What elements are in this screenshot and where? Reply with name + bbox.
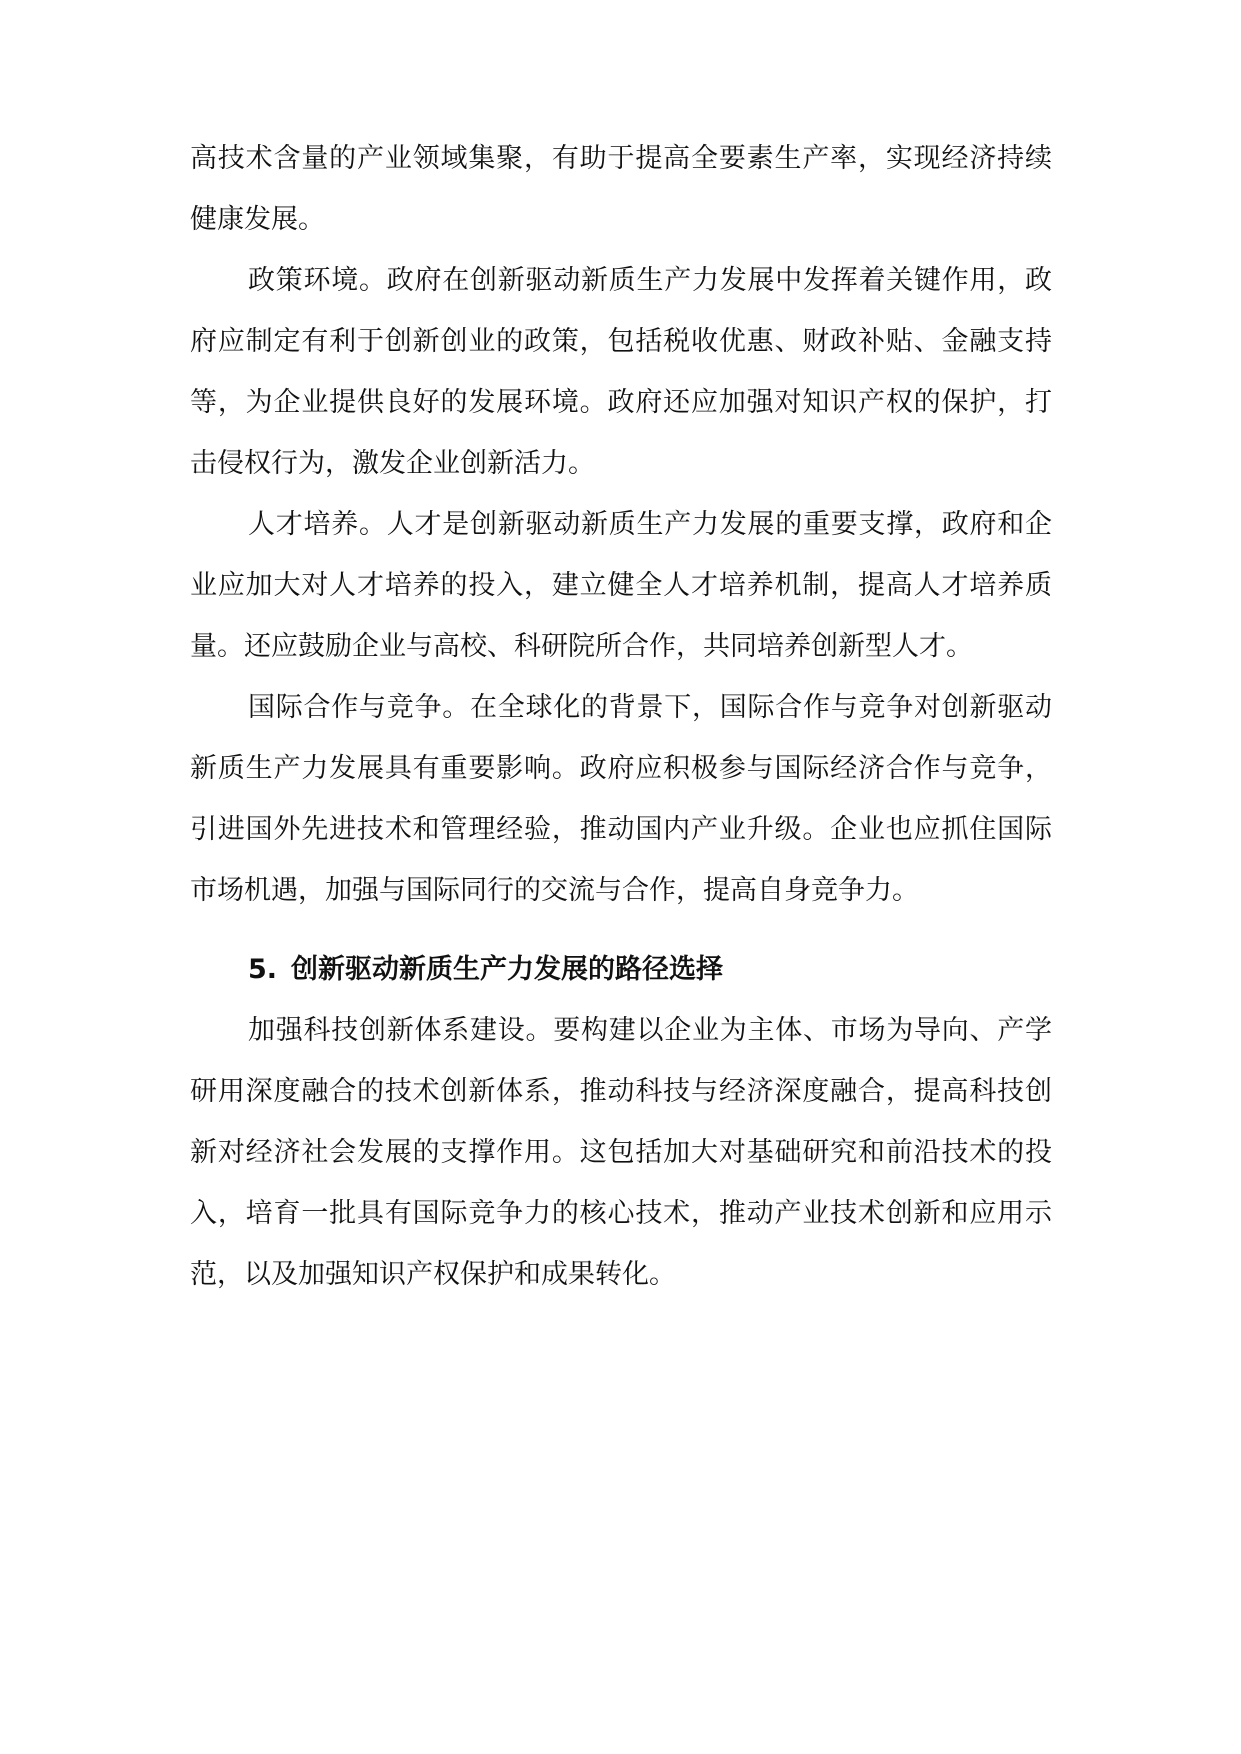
document-page	[190, 128, 1052, 1305]
paragraph-talent-cultivation: 人才培养。人才是创新驱动新质生产力发展的重要支撑，政府和企业应加大对人才培养的投入，建立健全人才培养机制，提高人才培养质量。还应鼓励企业与高校、科研院所合作，共同培养创新型人才。	[190, 509, 1052, 662]
section-title: 创新驱动新质生产力发展的路径选择	[291, 954, 724, 985]
section-spacer	[190, 921, 1052, 939]
paragraph-international-cooperation: 国际合作与竞争。在全球化的背景下，国际合作与竞争对创新驱动新质生产力发展具有重要影响。政府应积极参与国际经济合作与竞争，引进国外先进技术和管理经验，推动国内产业升级。企业也应抓住国际市场机遇，加强与国际同行的交流与合作，提高自身竞争力。	[190, 692, 1052, 906]
paragraph-innovation-system: 加强科技创新体系建设。要构建以企业为主体、市场为导向、产学研用深度融合的技术创新体系，推动科技与经济深度融合，提高科技创新对经济社会发展的支撑作用。这包括加大对基础研究和前沿技术的投入，培育一批具有国际竞争力的核心技术，推动产业技术创新和应用示范，以及加强知识产权保护和成果转化。	[190, 1015, 1052, 1290]
paragraph-continued: 高技术含量的产业领域集聚，有助于提高全要素生产率，实现经济持续健康发展。	[190, 143, 1052, 235]
section-heading	[190, 939, 1052, 1000]
section-number: 5.	[248, 954, 278, 985]
paragraph-policy-environment: 政策环境。政府在创新驱动新质生产力发展中发挥着关键作用，政府应制定有利于创新创业的政策，包括税收优惠、财政补贴、金融支持等，为企业提供良好的发展环境。政府还应加强对知识产权的保护，打击侵权行为，激发企业创新活力。	[190, 265, 1052, 479]
